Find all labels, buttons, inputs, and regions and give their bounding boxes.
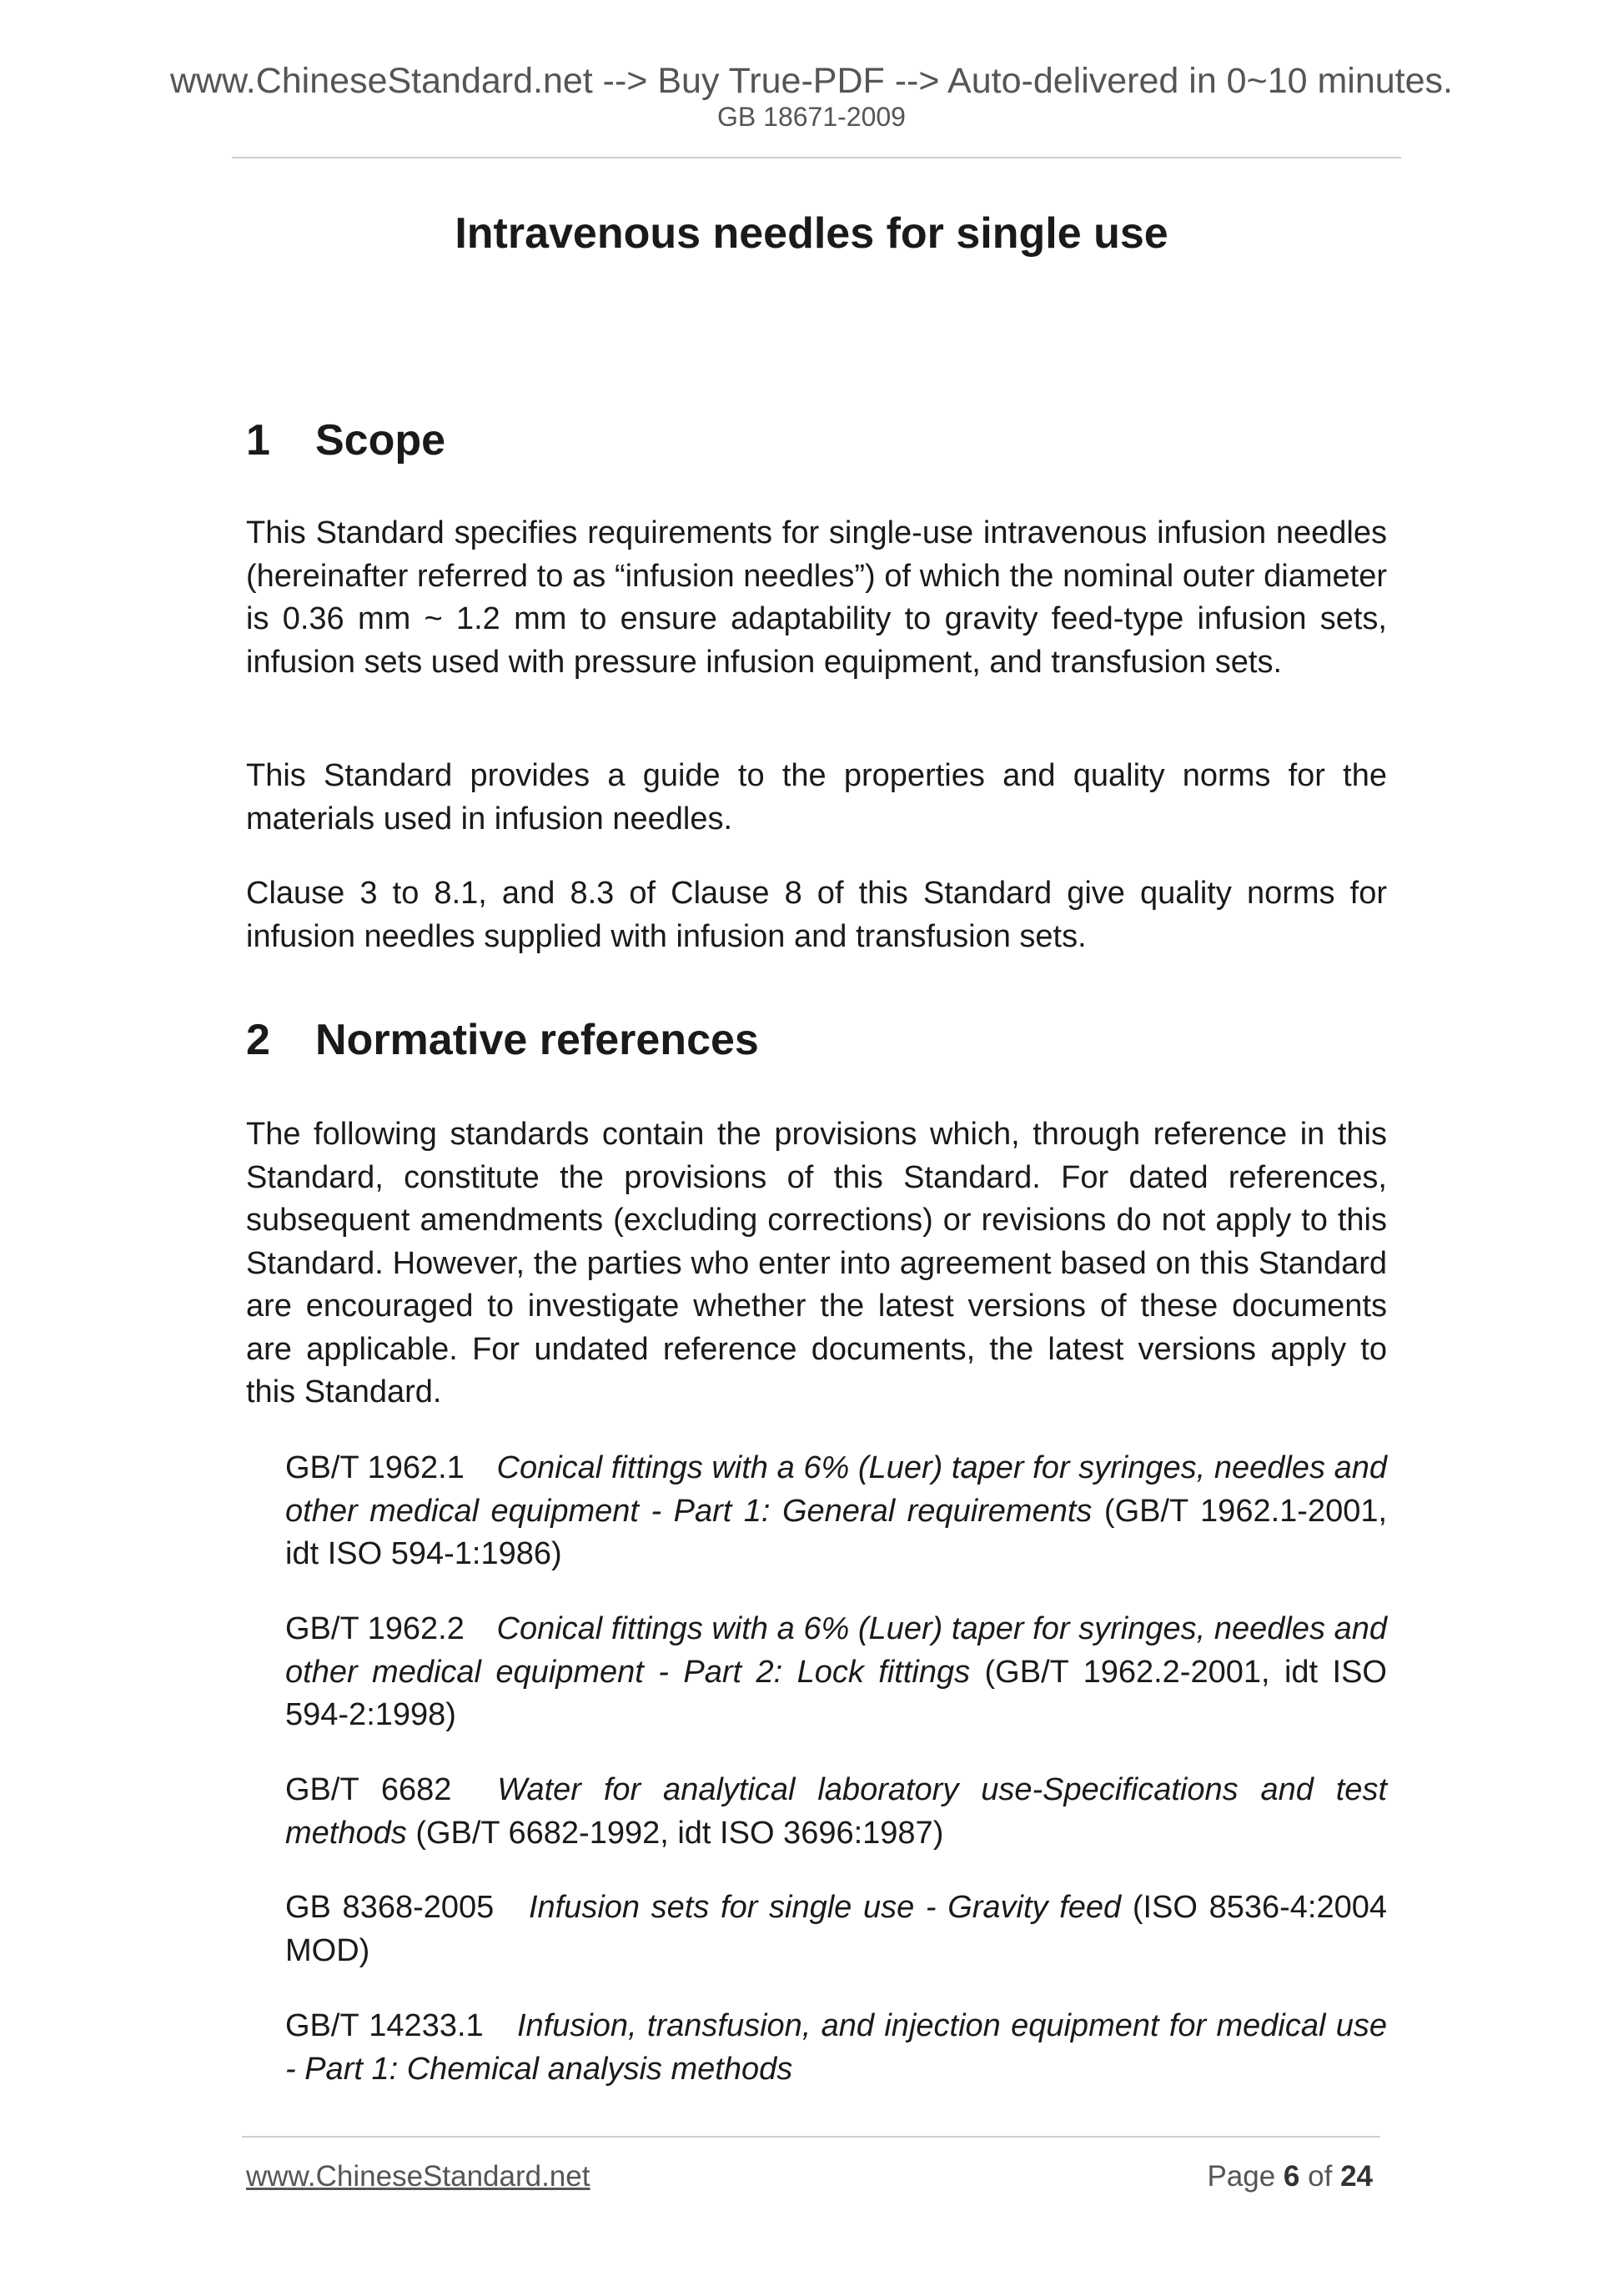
- header-divider: [232, 157, 1401, 158]
- reference-note: (ISO 8536-4:2004 MOD): [285, 1890, 1387, 1968]
- page-label: Page: [1207, 2160, 1276, 2193]
- reference-item: [285, 1769, 1387, 1855]
- reference-title: Conical fittings with a 6% (Luer) taper for syringes, needles and other medical equipment - Part 1: General requirements: [285, 1450, 1388, 1529]
- reference-code: GB 8368-2005: [285, 1890, 495, 1925]
- reference-note: (GB/T 1962.1-2001, idt ISO 594-1:1986): [285, 1493, 1388, 1571]
- section-heading-scope: [246, 417, 445, 465]
- reference-title: Water for analytical laboratory use-Specifications and test methods: [285, 1772, 1387, 1851]
- footer-site-link[interactable]: www.ChineseStandard.net: [246, 2160, 590, 2193]
- scope-paragraph-1: This Standard specifies requirements for single-use intravenous infusion needles (hereinafter referred to as “infusion needles”) of which the nominal outer diameter is 0.36 mm ~ 1.2 mm to ensure adaptability to gravity feed-type infusion sets, infusion sets used with pressure infusion equipment, and transfusion sets.: [246, 515, 1387, 680]
- references-intro: The following standards contain the provisions which, through reference in this Standard, constitute the provisions of this Standard. For dated references, subsequent amendments (excluding corrections) or revisions do not apply to this Standard. However, the parties who enter into agreement based on this Standard are encouraged to investigate whether the latest versions of these documents are applicable. For undated reference documents, the latest versions apply to this Standard.: [246, 1117, 1387, 1409]
- section-number: 2: [246, 1016, 270, 1064]
- scope-paragraph-2: This Standard provides a guide to the properties and quality norms for the materials used in infusion needles.: [246, 758, 1387, 837]
- reference-note: (GB/T 1962.2-2001, idt ISO 594-2:1998): [285, 1654, 1387, 1732]
- reference-code: GB/T 6682: [285, 1772, 452, 1807]
- footer-divider: [242, 2136, 1380, 2138]
- document-title: Intravenous needles for single use: [455, 209, 1168, 258]
- reference-code: GB/T 14233.1: [285, 2008, 484, 2043]
- reference-item: [285, 1608, 1387, 1737]
- section-title: Normative references: [315, 1016, 759, 1064]
- header-banner[interactable]: www.ChineseStandard.net --> Buy True-PDF --> Auto-delivered in 0~10 minutes.: [169, 61, 1453, 101]
- section-number: 1: [246, 416, 270, 465]
- page-indicator: [1207, 2162, 1373, 2191]
- section-heading-normative-references: [246, 1017, 759, 1064]
- reference-title: Infusion, transfusion, and injection equipment for medical use - Part 1: Chemical analysis methods: [285, 2008, 1388, 2087]
- reference-item: [285, 1447, 1387, 1576]
- reference-item: [285, 2005, 1387, 2091]
- page-of: of: [1308, 2160, 1333, 2193]
- reference-note: (GB/T 6682-1992, idt ISO 3696:1987): [415, 1815, 944, 1851]
- reference-title: Infusion sets for single use - Gravity feed: [528, 1890, 1122, 1925]
- reference-title: Conical fittings with a 6% (Luer) taper for syringes, needles and other medical equipment - Part 2: Lock fittings: [285, 1611, 1388, 1690]
- scope-paragraph-3: Clause 3 to 8.1, and 8.3 of Clause 8 of this Standard give quality norms for infusion needles supplied with infusion and transfusion sets.: [246, 876, 1387, 954]
- page-current: 6: [1283, 2160, 1300, 2193]
- reference-code: GB/T 1962.2: [285, 1611, 465, 1646]
- standard-code: GB 18671-2009: [717, 102, 906, 132]
- reference-code: GB/T 1962.1: [285, 1450, 465, 1485]
- page-total: 24: [1340, 2160, 1373, 2193]
- section-title: Scope: [315, 416, 446, 465]
- reference-item: [285, 1887, 1387, 1972]
